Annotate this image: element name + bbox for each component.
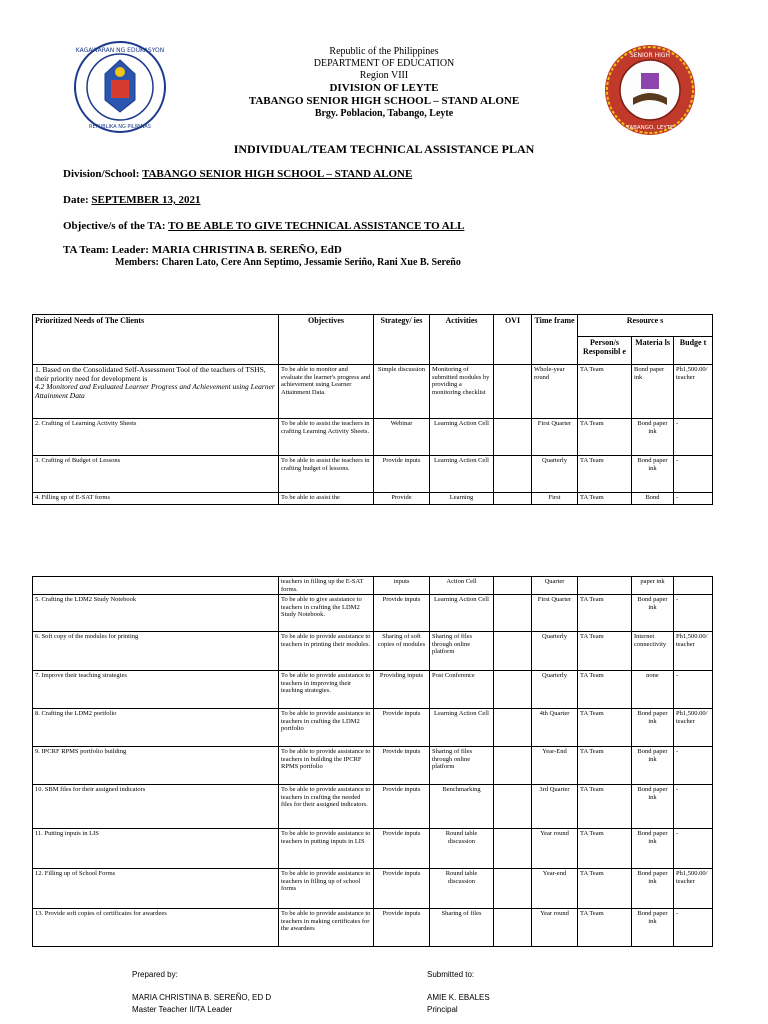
need-text	[33, 577, 279, 595]
activities-cell: Learning Action Cell	[430, 595, 494, 632]
activities-cell: Sharing of files through online platform	[430, 632, 494, 671]
budget-cell: -	[674, 671, 713, 709]
activities-cell: Post Conference	[430, 671, 494, 709]
materials-cell: Internet connectivity	[632, 632, 674, 671]
time-cell: Quarterly	[532, 671, 578, 709]
time-cell: 4th Quarter	[532, 709, 578, 747]
ovi-cell	[494, 493, 532, 505]
objective-cell: To be able to assist the teachers in crafting budget of lessons.	[279, 456, 374, 493]
objective-cell: To be able to assist the	[279, 493, 374, 505]
table-row	[33, 595, 713, 632]
col-budget: Budge t	[674, 337, 713, 365]
table-row	[33, 365, 713, 419]
table-row	[33, 632, 713, 671]
activities-cell: Learning Action Cell	[430, 456, 494, 493]
budget-cell: -	[674, 493, 713, 505]
ovi-cell	[494, 829, 532, 869]
strategy-cell: Provide inputs	[374, 829, 430, 869]
need-text: 6. Soft copy of the modules for printing	[33, 632, 279, 671]
person-cell: TA Team	[578, 419, 632, 456]
division-value: TABANGO SENIOR HIGH SCHOOL – STAND ALONE	[141, 168, 413, 180]
header-republic: Republic of the Philippines	[329, 46, 439, 57]
need-text: 10. SBM files for their assigned indicators	[33, 785, 279, 829]
objective-value: TO BE ABLE TO GIVE TECHNICAL ASSISTANCE TO ALL	[168, 220, 465, 232]
person-cell: TA Team	[578, 365, 632, 419]
budget-cell: Ph1,500.00/ teacher	[674, 709, 713, 747]
activities-cell: Sharing of files	[430, 909, 494, 947]
col-materials: Materia ls	[632, 337, 674, 365]
materials-cell: Bond	[632, 493, 674, 505]
strategy-cell: Provide inputs	[374, 456, 430, 493]
ovi-cell	[494, 909, 532, 947]
objective-cell: To be able to provide assistance to teachers in building the IPCRF RPMS portfolio	[279, 747, 374, 785]
need-text: 1. Based on the Consolidated Self-Assessment Tool of the teachers of TSHS, their priority need for development is	[35, 365, 266, 383]
submitted-label: Submitted to:	[427, 970, 475, 979]
submitted-name: AMIE K. EBALES	[427, 993, 490, 1002]
svg-text:REPUBLIKA NG PILIPINAS: REPUBLIKA NG PILIPINAS	[89, 124, 151, 130]
ovi-cell	[494, 456, 532, 493]
svg-text:TABANGO, LEYTE: TABANGO, LEYTE	[626, 125, 674, 131]
svg-text:KAGAWARAN NG EDUKASYON: KAGAWARAN NG EDUKASYON	[75, 47, 165, 54]
budget-cell: -	[674, 909, 713, 947]
strategy-cell: Providing inputs	[374, 671, 430, 709]
col-activities: Activities	[430, 315, 494, 365]
strategy-cell: Provide inputs	[374, 785, 430, 829]
materials-cell: Bond paper ink	[632, 456, 674, 493]
need-text: 12. Filling up of School Forms	[33, 869, 279, 909]
need-text: 7. Improve their teaching strategies	[33, 671, 279, 709]
materials-cell: paper ink	[632, 577, 674, 595]
materials-cell: none	[632, 671, 674, 709]
person-cell: TA Team	[578, 829, 632, 869]
person-cell: TA Team	[578, 493, 632, 505]
col-ovi: OVI	[494, 315, 532, 365]
time-cell: Quarter	[532, 577, 578, 595]
materials-cell: Bond paper ink	[632, 709, 674, 747]
table-row	[33, 909, 713, 947]
svg-text:SENIOR HIGH: SENIOR HIGH	[629, 52, 671, 59]
objective-cell: To be able to provide assistance to teachers in putting inputs in LIS	[279, 829, 374, 869]
time-cell: First Quarter	[532, 419, 578, 456]
ovi-cell	[494, 785, 532, 829]
need-text: 9. IPCRF RPMS portfolio building	[33, 747, 279, 785]
time-cell: First	[532, 493, 578, 505]
strategy-cell: Provide inputs	[374, 909, 430, 947]
strategy-cell: Provide	[374, 493, 430, 505]
budget-cell: -	[674, 829, 713, 869]
person-cell: TA Team	[578, 632, 632, 671]
need-text: 2. Crafting of Learning Activity Sheets	[33, 419, 279, 456]
team-members: Members: Charen Lato, Cere Ann Septimo, Jessamie Seriño, Rani Xue B. Sereño	[115, 257, 461, 268]
strategy-cell: Provide inputs	[374, 709, 430, 747]
need-text: 8. Crafting the LDM2 portfolio	[33, 709, 279, 747]
strategy-cell: Provide inputs	[374, 747, 430, 785]
budget-cell: Ph1,500.00/ teacher	[674, 632, 713, 671]
time-cell: First Quarter	[532, 595, 578, 632]
time-cell: Year round	[532, 829, 578, 869]
time-cell: Year round	[532, 909, 578, 947]
table-row	[33, 785, 713, 829]
ovi-cell	[494, 709, 532, 747]
objective-line	[63, 220, 464, 232]
materials-cell: Bond paper ink	[632, 365, 674, 419]
budget-cell	[674, 577, 713, 595]
need-text: 3. Crafting of Budget of Lessons	[33, 456, 279, 493]
strategy-cell: Sharing of soft copies of modules	[374, 632, 430, 671]
objective-label: Objective/s of the TA:	[63, 220, 166, 232]
activities-cell: Sharing of files through online platform	[430, 747, 494, 785]
objective-cell: To be able to provide assistance to teachers in improving their teaching strategies.	[279, 671, 374, 709]
strategy-cell: Webinar	[374, 419, 430, 456]
budget-cell: -	[674, 595, 713, 632]
team-leader: TA Team: Leader: MARIA CHRISTINA B. SEREÑO, EdD	[63, 244, 342, 256]
ovi-cell	[494, 671, 532, 709]
ovi-cell	[494, 869, 532, 909]
col-needs: Prioritized Needs of The Clients	[33, 315, 279, 365]
objective-cell: teachers in filling up the E-SAT forms.	[279, 577, 374, 595]
table-row	[33, 577, 713, 595]
submitted-title: Principal	[427, 1005, 458, 1014]
objective-cell: To be able to monitor and evaluate the learner's progress and achievement using Learner Attainment Data.	[279, 365, 374, 419]
activities-cell: Learning Action Cell	[430, 419, 494, 456]
objective-cell: To be able to give assistance to teachers in crafting the LDM2 Study Notebook.	[279, 595, 374, 632]
budget-cell: -	[674, 456, 713, 493]
prepared-title: Master Teacher II/TA Leader	[132, 1005, 233, 1014]
materials-cell: Bond paper ink	[632, 785, 674, 829]
need-text: 5. Crafting the LDM2 Study Notebook	[33, 595, 279, 632]
activities-cell: Monitoring of submitted modules by providing a monitoring checklist	[430, 365, 494, 419]
table-row	[33, 709, 713, 747]
time-cell: Whole-year round	[532, 365, 578, 419]
date-value: SEPTEMBER 13, 2021	[91, 194, 201, 206]
strategy-cell: Simple discussion	[374, 365, 430, 419]
materials-cell: Bond paper ink	[632, 909, 674, 947]
activities-cell: Action Cell	[430, 577, 494, 595]
budget-cell: Ph1,500.00/ teacher	[674, 869, 713, 909]
person-cell	[578, 577, 632, 595]
objective-cell: To be able to assist the teachers in crafting Learning Activity Sheets.	[279, 419, 374, 456]
objective-cell: To be able to provide assistance to teachers in making certificates for the awardees	[279, 909, 374, 947]
activities-cell: Benchmarking	[430, 785, 494, 829]
col-objectives: Objectives	[279, 315, 374, 365]
objective-cell: To be able to provide assistance to teachers in printing their modules.	[279, 632, 374, 671]
time-cell: Quarterly	[532, 456, 578, 493]
time-cell: Year-End	[532, 747, 578, 785]
table-row	[33, 869, 713, 909]
budget-cell: -	[674, 785, 713, 829]
ta-plan-table-page2	[32, 576, 713, 947]
table-row	[33, 747, 713, 785]
budget-cell: Ph1,500.00/ teacher	[674, 365, 713, 419]
activities-cell: Round table discussion	[430, 869, 494, 909]
person-cell: TA Team	[578, 785, 632, 829]
ovi-cell	[494, 365, 532, 419]
need-text-italic: 4.2 Monitored and Evaluated Learner Progress and Achievement using Learner Attainment Data	[35, 382, 275, 400]
strategy-cell: Provide inputs	[374, 869, 430, 909]
time-cell: Year-end	[532, 869, 578, 909]
materials-cell: Bond paper ink	[632, 595, 674, 632]
table-row	[33, 829, 713, 869]
date-label: Date:	[63, 194, 89, 206]
strategy-cell: inputs	[374, 577, 430, 595]
table-row	[33, 419, 713, 456]
division-label: Division/School:	[63, 168, 140, 180]
materials-cell: Bond paper ink	[632, 747, 674, 785]
header-school: TABANGO SENIOR HIGH SCHOOL – STAND ALONE	[248, 95, 520, 107]
time-cell: 3rd Quarter	[532, 785, 578, 829]
time-cell: Quarterly	[532, 632, 578, 671]
person-cell: TA Team	[578, 747, 632, 785]
col-strategy: Strategy/ ies	[374, 315, 430, 365]
person-cell: TA Team	[578, 909, 632, 947]
col-resources: Resource s	[578, 315, 713, 337]
person-cell: TA Team	[578, 671, 632, 709]
objective-cell: To be able to provide assistance to teachers in crafting the needed files for their assigned indicators.	[279, 785, 374, 829]
objective-cell: To be able to provide assistance to teachers in filling up of school forms	[279, 869, 374, 909]
col-persons: Person/s Responsibl e	[578, 337, 632, 365]
need-text: 13. Provide soft copies of certificates for awardees	[33, 909, 279, 947]
budget-cell: -	[674, 747, 713, 785]
prepared-label: Prepared by:	[132, 970, 178, 979]
table-row	[33, 671, 713, 709]
budget-cell: -	[674, 419, 713, 456]
objective-cell: To be able to provide assistance to teachers in crafting the LDM2 portfolio	[279, 709, 374, 747]
ta-plan-table-page1	[32, 314, 713, 505]
division-line	[63, 168, 412, 180]
materials-cell: Bond paper ink	[632, 869, 674, 909]
plan-title: INDIVIDUAL/TEAM TECHNICAL ASSISTANCE PLAN	[233, 142, 535, 156]
person-cell: TA Team	[578, 709, 632, 747]
activities-cell: Round table discussion	[430, 829, 494, 869]
header-address: Brgy. Poblacion, Tabango, Leyte	[314, 108, 454, 119]
table-row	[33, 493, 713, 505]
ovi-cell	[494, 632, 532, 671]
person-cell: TA Team	[578, 869, 632, 909]
table-header-row	[33, 315, 713, 337]
ovi-cell	[494, 747, 532, 785]
activities-cell: Learning Action Cell	[430, 709, 494, 747]
strategy-cell: Provide inputs	[374, 595, 430, 632]
activities-cell: Learning	[430, 493, 494, 505]
ovi-cell	[494, 595, 532, 632]
materials-cell: Bond paper ink	[632, 419, 674, 456]
materials-cell: Bond paper ink	[632, 829, 674, 869]
ovi-cell	[494, 577, 532, 595]
header-region: Region VIII	[359, 70, 409, 81]
person-cell: TA Team	[578, 595, 632, 632]
col-time: Time frame	[532, 315, 578, 365]
person-cell: TA Team	[578, 456, 632, 493]
table-row	[33, 456, 713, 493]
need-text: 11. Putting inputs in LIS	[33, 829, 279, 869]
header-division: DIVISION OF LEYTE	[329, 82, 439, 94]
date-line	[63, 194, 201, 206]
header-department: DEPARTMENT OF EDUCATION	[313, 58, 455, 69]
ovi-cell	[494, 419, 532, 456]
need-text: 4. Filling up of E-SAT forms	[33, 493, 279, 505]
prepared-name: MARIA CHRISTINA B. SEREÑO, ED D	[132, 993, 272, 1002]
